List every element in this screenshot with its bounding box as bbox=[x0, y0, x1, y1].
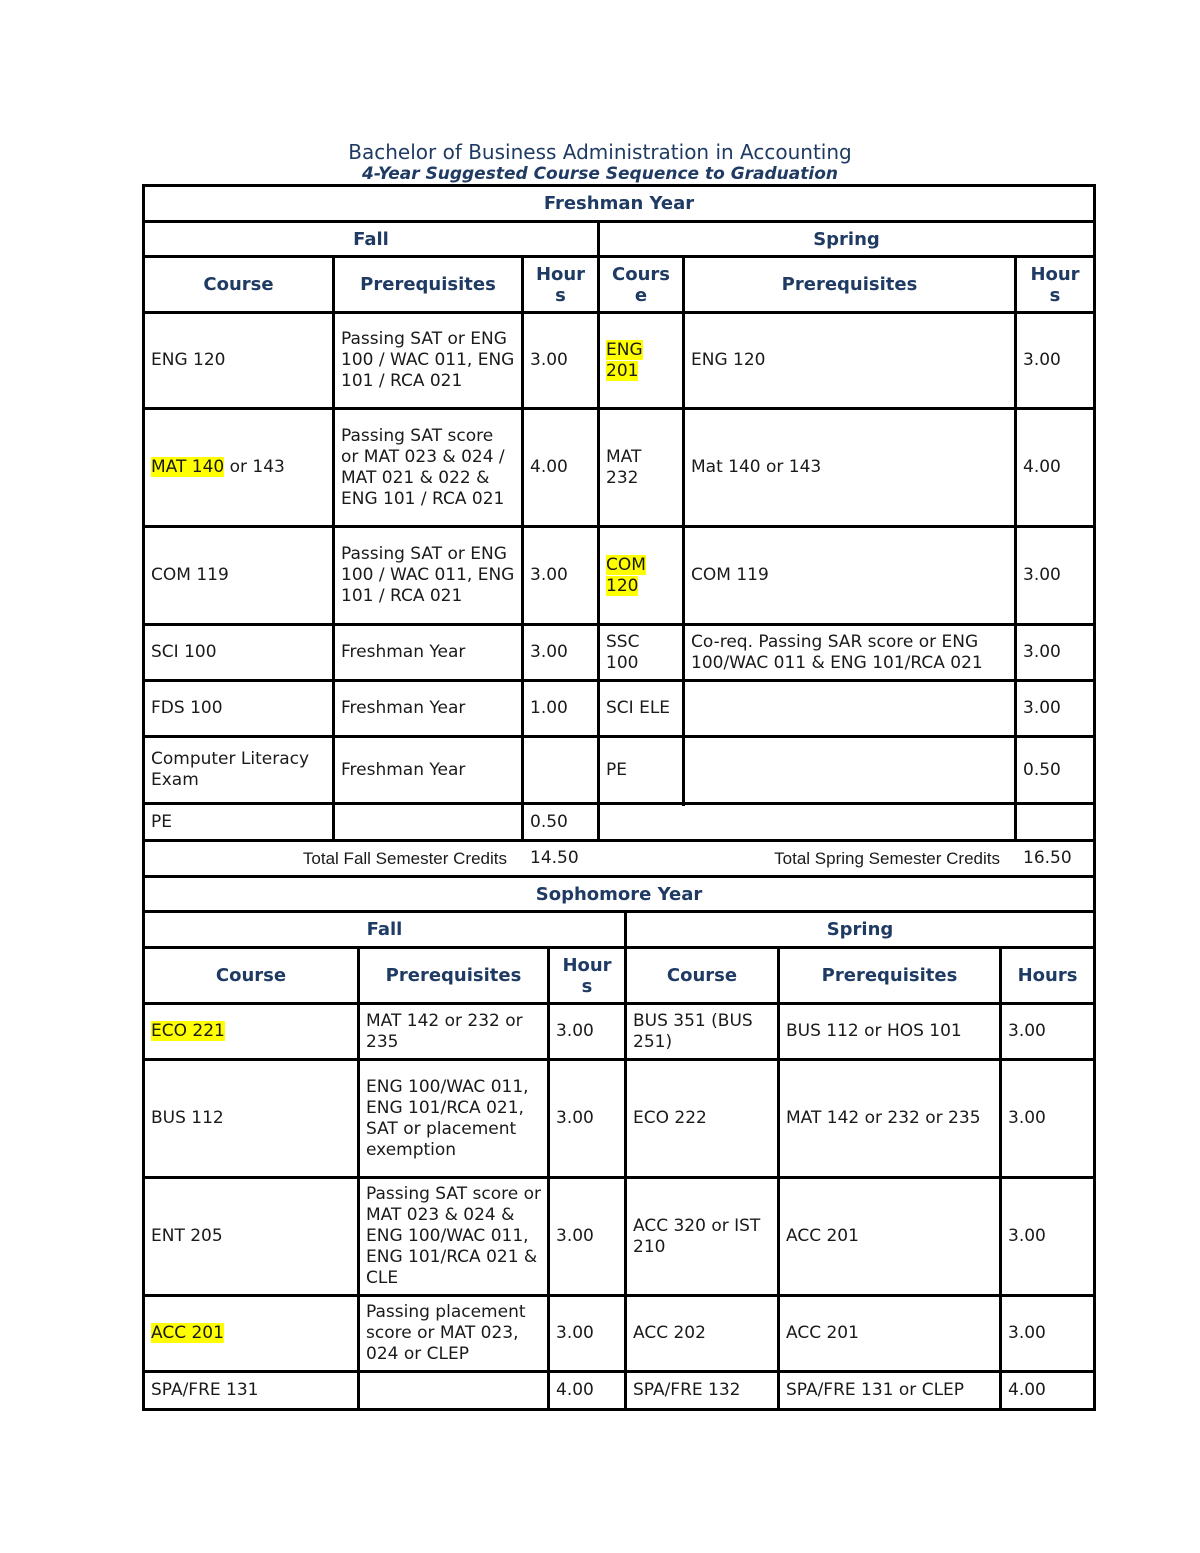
freshman-fall-prereq-cell bbox=[335, 682, 521, 735]
fall-course-text bbox=[151, 350, 225, 371]
sophomore-spring-course-cell bbox=[627, 1179, 777, 1294]
highlighted-course-code: ECO 221 bbox=[151, 1021, 225, 1041]
sophomore-fall-course-cell bbox=[145, 1005, 357, 1058]
fall-hours-text: 3.00 bbox=[530, 642, 568, 662]
freshman-fall-course-cell bbox=[145, 805, 332, 839]
course-code: SCI 100 bbox=[151, 642, 217, 662]
freshman-spring-prereq-header: Prerequisites bbox=[781, 274, 918, 295]
spring-prereq-text: ENG 120 bbox=[691, 350, 766, 370]
sophomore-spring-prereq-cell bbox=[780, 1297, 999, 1370]
fall-course-text bbox=[151, 1108, 224, 1129]
sophomore-spring-hours-header: Hours bbox=[1017, 965, 1078, 986]
highlighted-course-code: ACC 201 bbox=[151, 1323, 224, 1343]
freshman-spring-prereq-cell bbox=[685, 682, 1014, 735]
fall-course-text bbox=[151, 812, 172, 833]
total-spring-label: Total Spring Semester Credits bbox=[774, 849, 1000, 868]
fall-prereq-text: Passing placement score or MAT 023, 024 or CLEP bbox=[366, 1302, 526, 1364]
freshman-fall-prereq-header: Prerequisites bbox=[360, 274, 496, 295]
sophomore-spring-prereq-cell bbox=[780, 1373, 999, 1408]
spring-course-text bbox=[606, 698, 670, 719]
fall-hours-text: 3.00 bbox=[556, 1323, 594, 1343]
spring-prereq-text: ACC 201 bbox=[786, 1226, 859, 1246]
sophomore-spring-course-cell bbox=[627, 1061, 777, 1176]
freshman-spring-prereq-cell bbox=[685, 528, 1014, 623]
sophomore-spring-prereq-cell bbox=[780, 1179, 999, 1294]
spring-prereq-text: MAT 142 or 232 or 235 bbox=[786, 1108, 981, 1128]
spring-course-text bbox=[606, 555, 676, 597]
freshman-spring-hours-cell bbox=[1017, 626, 1093, 679]
spring-hours-text: 3.00 bbox=[1023, 698, 1061, 718]
course-code: MAT 232 bbox=[606, 446, 642, 488]
freshman-fall-hours-cell bbox=[524, 805, 597, 839]
sophomore-spring-hours-cell bbox=[1002, 1179, 1093, 1294]
spring-hours-text: 0.50 bbox=[1023, 759, 1061, 780]
course-code: ACC 320 or IST 210 bbox=[633, 1215, 761, 1257]
sophomore-spring-course-header: Course bbox=[666, 965, 738, 986]
fall-prereq-text: Freshman Year bbox=[341, 642, 466, 662]
sophomore-fall-hours-cell bbox=[550, 1061, 624, 1176]
fall-course-text bbox=[151, 1380, 259, 1401]
spring-hours-text: 3.00 bbox=[1008, 1226, 1046, 1246]
fall-prereq-text: Freshman Year bbox=[341, 698, 466, 718]
fall-course-text bbox=[151, 1021, 225, 1042]
freshman-spring-prereq-cell bbox=[685, 626, 1014, 679]
sophomore-fall-hours-cell bbox=[550, 1297, 624, 1370]
freshman-fall-hours-header: Hour s bbox=[535, 263, 586, 306]
freshman-fall-prereq-cell bbox=[335, 528, 521, 623]
sophomore-fall-label: Fall bbox=[366, 919, 403, 940]
fall-hours-text: 4.00 bbox=[530, 457, 568, 477]
total-spring-value: 16.50 bbox=[1023, 848, 1072, 868]
spring-course-text bbox=[633, 1216, 771, 1258]
page-subtitle: 4-Year Suggested Course Sequence to Graduation bbox=[362, 164, 838, 184]
fall-prereq-text: Freshman Year bbox=[341, 759, 466, 780]
freshman-fall-course-cell bbox=[145, 314, 332, 407]
course-code: SSC 100 bbox=[606, 631, 640, 673]
highlighted-course-code: COM 120 bbox=[606, 554, 646, 596]
page-title: Bachelor of Business Administration in Accounting bbox=[348, 140, 852, 164]
spring-hours-text: 4.00 bbox=[1023, 457, 1061, 477]
fall-course-text bbox=[151, 698, 223, 719]
sophomore-year-label: Sophomore Year bbox=[535, 883, 703, 905]
freshman-spring-course-cell bbox=[600, 626, 682, 679]
freshman-fall-prereq-cell bbox=[335, 805, 521, 839]
sophomore-spring-course-cell bbox=[627, 1005, 777, 1058]
freshman-fall-course-header: Course bbox=[203, 274, 274, 295]
fall-prereq-text: Passing SAT score or MAT 023 & 024 / MAT 021 & 022 & ENG 101 / RCA 021 bbox=[341, 425, 505, 509]
spring-prereq-text: SPA/FRE 131 or CLEP bbox=[786, 1380, 965, 1400]
total-fall-value: 14.50 bbox=[530, 848, 579, 868]
freshman-spring-course-cell bbox=[600, 314, 682, 407]
course-code: ENG 120 bbox=[151, 350, 226, 370]
fall-hours-text: 3.00 bbox=[556, 1108, 594, 1128]
course-code: SCI ELE bbox=[606, 698, 671, 718]
spring-hours-text: 3.00 bbox=[1008, 1021, 1046, 1041]
freshman-fall-hours-cell bbox=[524, 528, 597, 623]
spring-prereq-text: BUS 112 or HOS 101 bbox=[786, 1021, 962, 1041]
freshman-spring-label: Spring bbox=[813, 228, 880, 250]
fall-course-text bbox=[151, 457, 285, 478]
spring-hours-text: 3.00 bbox=[1023, 642, 1061, 662]
fall-hours-text: 3.00 bbox=[556, 1021, 594, 1041]
sophomore-spring-prereq-header: Prerequisites bbox=[821, 965, 958, 986]
sophomore-fall-prereq-cell bbox=[360, 1179, 547, 1294]
sophomore-fall-course-cell bbox=[145, 1061, 357, 1176]
spring-prereq-text: Co-req. Passing SAR score or ENG 100/WAC 011 & ENG 101/RCA 021 bbox=[691, 631, 983, 673]
freshman-spring-hours-cell bbox=[1017, 314, 1093, 407]
spring-course-text bbox=[606, 340, 676, 382]
sophomore-spring-hours-cell bbox=[1002, 1061, 1093, 1176]
freshman-spring-hours-cell bbox=[1017, 738, 1093, 802]
fall-hours-text: 3.00 bbox=[556, 1226, 594, 1246]
sophomore-fall-prereq-cell bbox=[360, 1005, 547, 1058]
course-code: SPA/FRE 131 bbox=[151, 1380, 259, 1400]
sophomore-spring-hours-cell bbox=[1002, 1005, 1093, 1058]
fall-hours-text: 3.00 bbox=[530, 565, 568, 585]
total-fall-label: Total Fall Semester Credits bbox=[302, 849, 507, 868]
freshman-fall-course-cell bbox=[145, 738, 332, 802]
sophomore-fall-hours-cell bbox=[550, 1373, 624, 1408]
spring-course-text bbox=[606, 760, 627, 781]
sophomore-fall-hours-cell bbox=[550, 1005, 624, 1058]
freshman-fall-hours-cell bbox=[524, 314, 597, 407]
freshman-spring-hours-cell bbox=[1017, 805, 1093, 839]
spring-hours-text: 4.00 bbox=[1008, 1380, 1046, 1400]
freshman-spring-prereq-cell bbox=[685, 314, 1014, 407]
freshman-spring-hours-cell bbox=[1017, 528, 1093, 623]
sophomore-fall-course-cell bbox=[145, 1179, 357, 1294]
freshman-fall-course-cell bbox=[145, 528, 332, 623]
spring-hours-text: 3.00 bbox=[1023, 565, 1061, 585]
freshman-spring-course-cell bbox=[600, 528, 682, 623]
spring-hours-text: 3.00 bbox=[1008, 1323, 1046, 1343]
highlighted-course-code: MAT 140 bbox=[151, 457, 225, 477]
sophomore-spring-course-cell bbox=[627, 1373, 777, 1408]
fall-course-text bbox=[151, 565, 229, 586]
course-code: COM 119 bbox=[151, 565, 229, 585]
fall-hours-text: 3.00 bbox=[530, 350, 568, 370]
course-code: or 143 bbox=[224, 457, 285, 477]
spring-prereq-text: ACC 201 bbox=[786, 1323, 859, 1343]
freshman-fall-hours-cell bbox=[524, 626, 597, 679]
freshman-spring-course-header: Cours e bbox=[612, 263, 670, 306]
course-code: Computer Literacy Exam bbox=[151, 749, 310, 790]
freshman-fall-course-cell bbox=[145, 682, 332, 735]
sophomore-fall-course-cell bbox=[145, 1297, 357, 1370]
sophomore-fall-course-header: Course bbox=[215, 965, 287, 986]
fall-prereq-text: Passing SAT or ENG 100 / WAC 011, ENG 101 / RCA 021 bbox=[341, 544, 515, 606]
freshman-spring-hours-cell bbox=[1017, 682, 1093, 735]
sophomore-spring-hours-cell bbox=[1002, 1297, 1093, 1370]
fall-prereq-text: Passing SAT or ENG 100 / WAC 011, ENG 101 / RCA 021 bbox=[341, 329, 515, 391]
course-code: ECO 222 bbox=[633, 1108, 707, 1128]
freshman-spring-prereq-cell bbox=[685, 805, 1014, 839]
sophomore-fall-course-cell bbox=[145, 1373, 357, 1408]
freshman-fall-prereq-cell bbox=[335, 626, 521, 679]
fall-prereq-text: Passing SAT score or MAT 023 & 024 & ENG 100/WAC 011, ENG 101/RCA 021 & CLE bbox=[366, 1184, 541, 1288]
course-code: SPA/FRE 132 bbox=[633, 1380, 741, 1400]
spring-course-text bbox=[633, 1011, 771, 1053]
sophomore-spring-hours-cell bbox=[1002, 1373, 1093, 1408]
highlighted-course-code: ENG 201 bbox=[606, 339, 643, 381]
sophomore-fall-hours-cell bbox=[550, 1179, 624, 1294]
fall-course-text bbox=[151, 642, 217, 663]
sophomore-spring-prereq-cell bbox=[780, 1005, 999, 1058]
sophomore-spring-prereq-cell bbox=[780, 1061, 999, 1176]
spring-prereq-text: COM 119 bbox=[691, 565, 769, 585]
freshman-fall-prereq-cell bbox=[335, 410, 521, 525]
freshman-fall-prereq-cell bbox=[335, 314, 521, 407]
freshman-spring-course-cell bbox=[600, 738, 682, 802]
freshman-spring-hours-header: Hour s bbox=[1030, 263, 1080, 306]
fall-hours-text: 0.50 bbox=[530, 811, 568, 832]
fall-hours-text: 4.00 bbox=[556, 1380, 594, 1400]
freshman-spring-prereq-cell bbox=[685, 410, 1014, 525]
freshman-spring-course-cell bbox=[600, 410, 682, 525]
course-code: ENT 205 bbox=[151, 1226, 223, 1246]
freshman-fall-label: Fall bbox=[353, 228, 389, 250]
fall-hours-text: 1.00 bbox=[530, 698, 568, 718]
sophomore-fall-hours-header: Hour s bbox=[562, 954, 612, 997]
sophomore-fall-prereq-cell bbox=[360, 1373, 547, 1408]
spring-course-text bbox=[633, 1380, 741, 1401]
sophomore-spring-course-cell bbox=[627, 1297, 777, 1370]
spring-course-text bbox=[633, 1108, 707, 1129]
fall-prereq-text: ENG 100/WAC 011, ENG 101/RCA 021, SAT or placement exemption bbox=[366, 1076, 529, 1160]
freshman-fall-course-cell bbox=[145, 626, 332, 679]
spring-hours-text: 3.00 bbox=[1008, 1108, 1046, 1128]
sophomore-fall-prereq-cell bbox=[360, 1061, 547, 1176]
freshman-spring-hours-cell bbox=[1017, 410, 1093, 525]
freshman-spring-prereq-cell bbox=[685, 738, 1014, 802]
spring-course-text bbox=[606, 447, 676, 489]
freshman-year-label: Freshman Year bbox=[543, 193, 695, 214]
course-code: PE bbox=[606, 759, 627, 780]
sophomore-fall-prereq-header: Prerequisites bbox=[385, 965, 522, 986]
freshman-fall-hours-cell bbox=[524, 738, 597, 802]
spring-course-text bbox=[606, 632, 676, 674]
freshman-spring-course-cell bbox=[600, 805, 682, 839]
course-code: PE bbox=[151, 811, 172, 832]
freshman-fall-prereq-cell bbox=[335, 738, 521, 802]
course-code: ACC 202 bbox=[633, 1323, 706, 1343]
fall-prereq-text: MAT 142 or 232 or 235 bbox=[366, 1010, 523, 1052]
freshman-spring-course-cell bbox=[600, 682, 682, 735]
spring-prereq-text: Mat 140 or 143 bbox=[691, 457, 822, 477]
freshman-fall-course-cell bbox=[145, 410, 332, 525]
course-sequence-table bbox=[142, 184, 1096, 1411]
course-code: BUS 351 (BUS 251) bbox=[633, 1010, 753, 1052]
sophomore-fall-prereq-cell bbox=[360, 1297, 547, 1370]
freshman-fall-hours-cell bbox=[524, 410, 597, 525]
course-code: BUS 112 bbox=[151, 1108, 224, 1128]
fall-course-text bbox=[151, 749, 326, 791]
spring-hours-text: 3.00 bbox=[1023, 350, 1061, 370]
freshman-fall-hours-cell bbox=[524, 682, 597, 735]
course-code: FDS 100 bbox=[151, 698, 223, 718]
fall-course-text bbox=[151, 1323, 224, 1344]
fall-course-text bbox=[151, 1226, 223, 1247]
sophomore-spring-label: Spring bbox=[826, 919, 894, 940]
spring-course-text bbox=[633, 1323, 706, 1344]
